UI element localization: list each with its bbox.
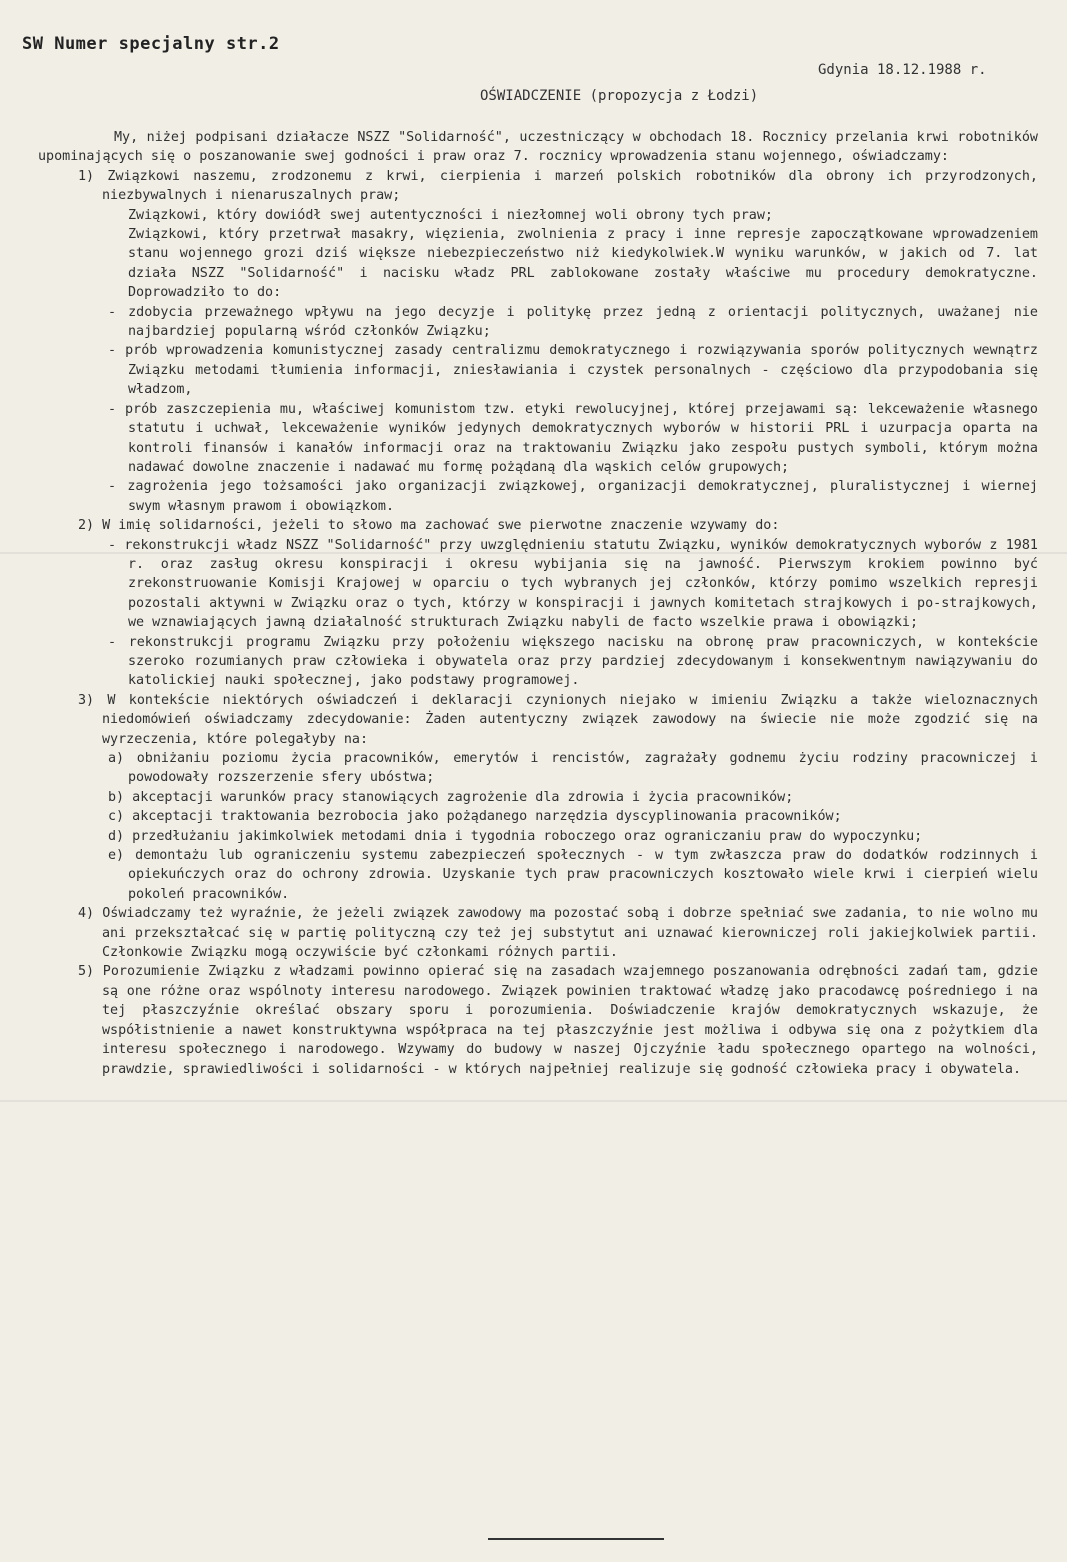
point-3-lead: 3) W kontekście niektórych oświadczeń i deklaracji czynionych niejako w imieniu Związku a także wieloznacznych niedomówień oświadczamy zdecydowanie: Żaden autentyczny związek zawodowy na świecie nie może zgodzić się na wyrzeczenia, które polegałyby na: bbox=[78, 692, 1038, 747]
point-1-lead: 1) Związkowi naszemu, zrodzonemu z krwi, cierpienia i marzeń polskich robotników dla obrony ich przyrodzonych, niezbywalnych i nienaruszalnych praw; bbox=[78, 168, 1038, 204]
page-header: SW Numer specjalny str.2 bbox=[22, 34, 280, 54]
document-title: OŚWIADCZENIE (propozycja z Łodzi) bbox=[480, 88, 759, 104]
point-1-item: - zdobycia przeważnego wpływu na jego decyzje i politykę przez jedną z orientacji politycznych, uważanej nie najbardziej popularną wśród członków Związku; bbox=[108, 304, 1038, 340]
point-2-item: - rekonstrukcji władz NSZZ "Solidarność" przy uwzględnieniu statutu Związku, wyników demokratycznych wyborów z 1981 r. oraz zasług okresu konspiracji i okresu wybijania się na jawność. Pierwszym krokiem powinno być zrekonstruowanie Komisji Krajowej w oparciu o tych wybranych jej członków, którzy pomimo wszelkich represji pozostali aktywni w Związku oraz o tych, którzy w konspiracji i jawnych komitetach strajkowych i po-strajkowych, we wznawiających jawną działalność strukturach Związku nabyli de facto wszelkie prawa i obowiązki; bbox=[108, 537, 1038, 631]
point-2-item: - rekonstrukcji programu Związku przy położeniu większego nacisku na obronę praw pracowniczych, w kontekście szeroko rozumianych praw człowieka i obywatela oraz przy pardziej zdecydowanym i konsekwentnym nawiązywaniu do katolickiej nauki społecznej, jako podstawy programowej. bbox=[108, 634, 1038, 689]
point-3-item: b) akceptacji warunków pracy stanowiących zagrożenie dla zdrowia i życia pracowników; bbox=[108, 789, 794, 805]
point-4: 4) Oświadczamy też wyraźnie, że jeżeli związek zawodowy ma pozostać sobą i dobrze spełniać swe zadania, to nie wolno mu ani przekształcać się w partię polityczną czy też jej substytut ani uznawać kierowniczej roli jakiejkolwiek partii. Członkowie Związku mogą oczywiście być członkami różnych partii. bbox=[78, 906, 1038, 961]
point-3-item: e) demontażu lub ograniczeniu systemu zabezpieczeń społecznych - w tym zwłaszcza praw do dodatków rodzinnych i opiekuńczych oraz do ochrony zdrowia. Uzyskanie tych praw pracowniczych kosztowało wiele krwi i cierpień wielu pokoleń pracowników. bbox=[108, 848, 1038, 902]
point-1-paragraph: Związkowi, który dowiódł swej autentyczności i niezłomnej woli obrony tych praw; bbox=[128, 207, 773, 223]
closing-rule bbox=[488, 1538, 664, 1540]
document-body bbox=[38, 128, 1038, 1079]
point-1-paragraph: Związkowi, który przetrwał masakry, więzienia, zwolnienia z pracy i inne represje zapoczątkowane wprowadzeniem stanu wojennego grozi dziś większe niebezpieczeństwo niż kiedykolwiek.W wyniku warunków, w jakich od 7. lat działa NSZZ "Solidarność" i nacisku władz PRL zablokowane zostały właściwe mu procedury demokratyczne. Doprowadziło to do: bbox=[128, 227, 1038, 301]
point-3-item: c) akceptacji traktowania bezrobocia jako pożądanego narzędzia dyscyplinowania pracowników; bbox=[108, 809, 842, 825]
point-1-item: - prób wprowadzenia komunistycznej zasady centralizmu demokratycznego i rozwiązywania sporów politycznych wewnątrz Związku metodami tłumienia informacji, zniesławiania i czystek personalnych - częściowo dla przypodobania się władzom, bbox=[108, 343, 1038, 398]
paper-fold bbox=[0, 1100, 1067, 1102]
point-1-item: - prób zaszczepienia mu, właściwej komunistom tzw. etyki rewolucyjnej, której przejawami są: lekceważenie własnego statutu i uchwał, lekceważenie wyników jedynych demokratycznych wyborów w historii PRL i uzurpacja oparta na kontroli finansów i kanałów informacji oraz na traktowaniu Związku jako zespołu pustych symboli, którym można nadawać dowolne znaczenie i nadawać mu formę pożądaną dla wąskich celów grupowych; bbox=[108, 401, 1038, 475]
point-1-item: - zagrożenia jego tożsamości jako organizacji związkowej, organizacji demokratycznej, pluralistycznej i wiernej swym własnym prawom i obowiązkom. bbox=[108, 479, 1038, 514]
point-3-item: d) przedłużaniu jakimkolwiek metodami dnia i tygodnia roboczego oraz ograniczaniu praw do wypoczynku; bbox=[108, 828, 923, 844]
point-3-item: a) obniżaniu poziomu życia pracowników, emerytów i rencistów, zagrażały godnemu życiu rodziny pracowniczej i powodowały rozszerzenie sfery ubóstwa; bbox=[108, 751, 1038, 786]
point-5: 5) Porozumienie Związku z władzami powinno opierać się na zasadach wzajemnego poszanowania odrębności zadań tam, gdzie są one różne oraz wspólnoty interesu narodowego. Związek powinien traktować władzę jako pracodawcę pośredniego i na tej płaszczyźnie określać obszary sporu i porozumienia. Doświadczenie krajów demokratycznych wskazuje, że współistnienie a nawet konstruktywna współpraca na tej płaszczyźnie jest możliwa i odbywa się ona z pożytkiem dla interesu społecznego i narodowego. Wzywamy do budowy w naszej Ojczyźnie ładu społecznego opartego na wolności, prawdzie, sprawiedliwości i solidarności - w których najpełniej realizuje się godność człowieka pracy i obywatela. bbox=[78, 964, 1038, 1077]
intro-paragraph: My, niżej podpisani działacze NSZZ "Solidarność", uczestniczący w obchodach 18. Rocznicy przelania krwi robotników upominających się o poszanowanie swej godności i praw oraz 7. rocznicy wprowadzenia stanu wojennego, oświadczamy: bbox=[38, 130, 1038, 165]
point-2-lead: 2) W imię solidarności, jeżeli to słowo ma zachować swe pierwotne znaczenie wzywamy do: bbox=[78, 518, 780, 534]
place-date: Gdynia 18.12.1988 r. bbox=[818, 62, 987, 78]
